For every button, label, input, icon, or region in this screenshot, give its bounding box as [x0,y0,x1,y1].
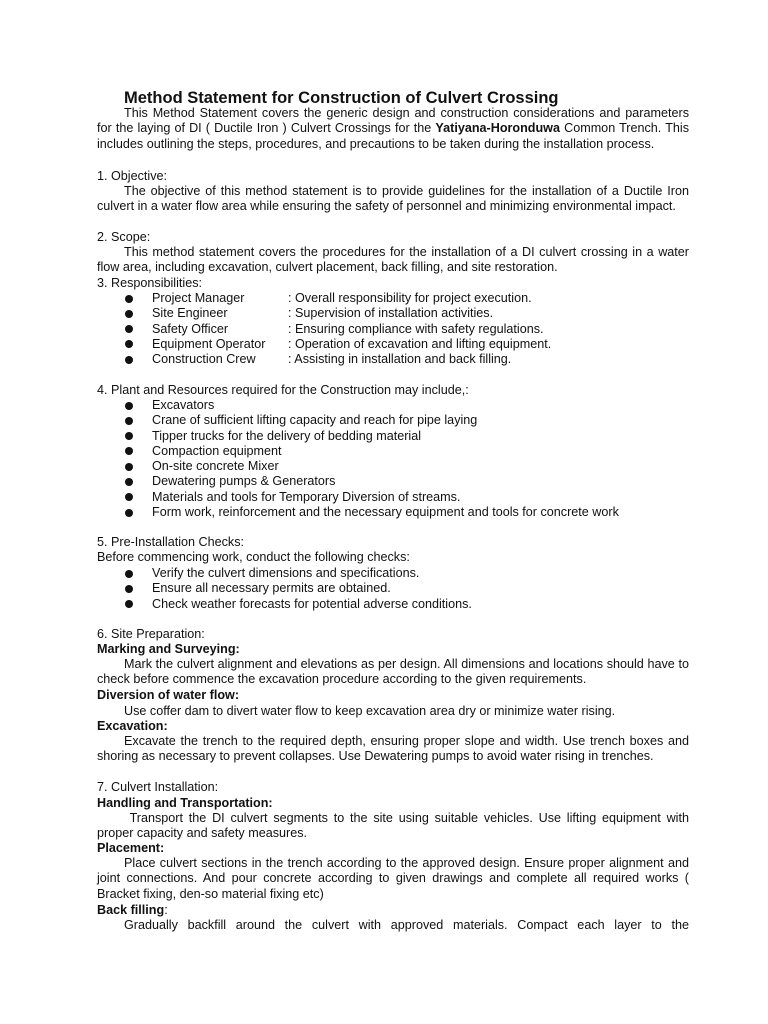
role-duty: : Assisting in installation and back filling. [288,352,512,367]
excavation-heading: Excavation: [97,719,168,733]
bullet-icon [125,600,133,608]
marking-text: Mark the culvert alignment and elevations as per design. All dimensions and locations should have to check before commence the excavation procedure according to the given requirements. [97,657,689,687]
list-item [124,398,619,413]
list-item [124,459,619,474]
backfill-heading [97,903,168,918]
checks-intro: Before commencing work, conduct the following checks: [97,550,410,564]
list-item-text: Materials and tools for Temporary Diversion of streams. [152,489,461,504]
installation-heading: 7. Culvert Installation: [97,780,219,794]
list-item-text: Compaction equipment [152,443,282,458]
responsibilities-heading: 3. Responsibilities: [97,276,202,290]
intro-paragraph [97,106,689,152]
bullet-icon [125,570,133,578]
bullet-icon [125,509,133,517]
bullet-icon [125,340,133,348]
backfill-heading-colon: : [164,903,168,917]
list-item-text: Dewatering pumps & Generators [152,474,336,489]
bullet-icon [125,417,133,425]
backfill-heading-label: Back filling [97,903,165,917]
backfill-text: Gradually backfill around the culvert with approved materials. Compact each layer to the [124,918,689,932]
objective-text: The objective of this method statement is to provide guidelines for the installation of a Ductile Iron culvert in a water flow area while ensuring the safety of personnel and minimizing environmental impact. [97,184,689,214]
responsibilities-list [124,291,551,367]
placement-text: Place culvert sections in the trench according to the approved design. Ensure proper alignment and joint connections. And pour concrete according to given drawings and complete all required works ( Bracket fixing, den-so material fixing etc) [97,856,689,901]
bullet-icon [125,585,133,593]
role-duty: : Operation of excavation and lifting equipment. [288,336,552,351]
placement-paragraph [97,856,689,902]
handling-text: Transport the DI culvert segments to the site using suitable vehicles. Use lifting equipment with proper capacity and safety measures. [97,811,689,841]
bullet-icon [125,432,133,440]
intro-text-end: Common Trench. This includes outlining the steps, procedures, and precautions to be taken during the installation process. [97,121,689,151]
role-name: Site Engineer [152,306,228,321]
plant-list [124,398,619,520]
diversion-text: Use coffer dam to divert water flow to keep excavation area dry or minimize water rising. [124,704,616,718]
list-item [124,474,619,489]
list-item-text: Verify the culvert dimensions and specifications. [152,566,420,580]
list-item [124,337,551,352]
list-item [124,352,551,367]
marking-heading: Marking and Surveying: [97,642,240,656]
role-duty: : Overall responsibility for project execution. [288,291,532,305]
list-item [124,322,551,337]
intro-text-start: This Method Statement covers the generic design and construction considerations and parameters for the laying of DI ( Ductile Iron ) Culvert Crossings for the [97,106,689,136]
placement-heading: Placement: [97,841,165,855]
role-name: Safety Officer [152,321,229,336]
list-item [124,413,619,428]
list-item-text: On-site concrete Mixer [152,459,279,474]
scope-text: This method statement covers the procedures for the installation of a DI culvert crossing in a water flow area, including excavation, culvert placement, back filling, and site restoration. [97,245,689,275]
role-duty: : Ensuring compliance with safety regulations. [288,321,544,336]
marking-paragraph [97,657,689,688]
list-item-text: Tipper trucks for the delivery of bedding material [152,428,422,443]
bullet-icon [125,447,133,455]
list-item-text: Excavators [152,398,215,412]
list-item [124,291,551,306]
list-item [124,505,619,520]
role-name: Equipment Operator [152,336,266,351]
bullet-icon [125,402,133,410]
bullet-icon [125,478,133,486]
bullet-icon [125,493,133,501]
list-item [124,566,472,581]
role-name: Construction Crew [152,352,256,367]
handling-paragraph [97,811,689,842]
diversion-paragraph [97,704,689,719]
list-item-text: Form work, reinforcement and the necessary equipment and tools for concrete work [152,505,619,520]
checks-list [124,566,472,612]
bullet-icon [125,310,133,318]
plant-heading: 4. Plant and Resources required for the Construction may include,: [97,383,469,397]
list-item-text: Check weather forecasts for potential adverse conditions. [152,596,472,611]
list-item [124,490,619,505]
excavation-text: Excavate the trench to the required depth, ensuring proper slope and width. Use trench boxes and shoring as necessary to prevent collapses. Use Dewatering pumps to avoid water rising in trenches. [97,734,689,764]
objective-paragraph [97,184,689,215]
handling-heading: Handling and Transportation: [97,796,273,810]
document-title: Method Statement for Construction of Culvert Crossing [124,89,559,107]
objective-heading: 1. Objective: [97,169,167,183]
bullet-icon [125,463,133,471]
checks-heading: 5. Pre-Installation Checks: [97,535,244,549]
list-item-text: Ensure all necessary permits are obtained. [152,581,391,596]
role-duty: : Supervision of installation activities. [288,306,494,321]
list-item [124,444,619,459]
list-item [124,597,472,612]
bullet-icon [125,295,133,303]
excavation-paragraph [97,734,689,765]
diversion-heading: Diversion of water flow: [97,688,240,702]
role-name: Project Manager [152,291,245,305]
list-item [124,306,551,321]
backfill-paragraph [97,918,689,933]
bullet-icon [125,325,133,333]
site-prep-heading: 6. Site Preparation: [97,627,205,641]
list-item [124,429,619,444]
list-item-text: Crane of sufficient lifting capacity and reach for pipe laying [152,413,478,428]
project-name: Yatiyana-Horonduwa [435,121,560,136]
list-item [124,581,472,596]
scope-heading: 2. Scope: [97,230,151,244]
scope-paragraph [97,245,689,276]
bullet-icon [125,356,133,364]
